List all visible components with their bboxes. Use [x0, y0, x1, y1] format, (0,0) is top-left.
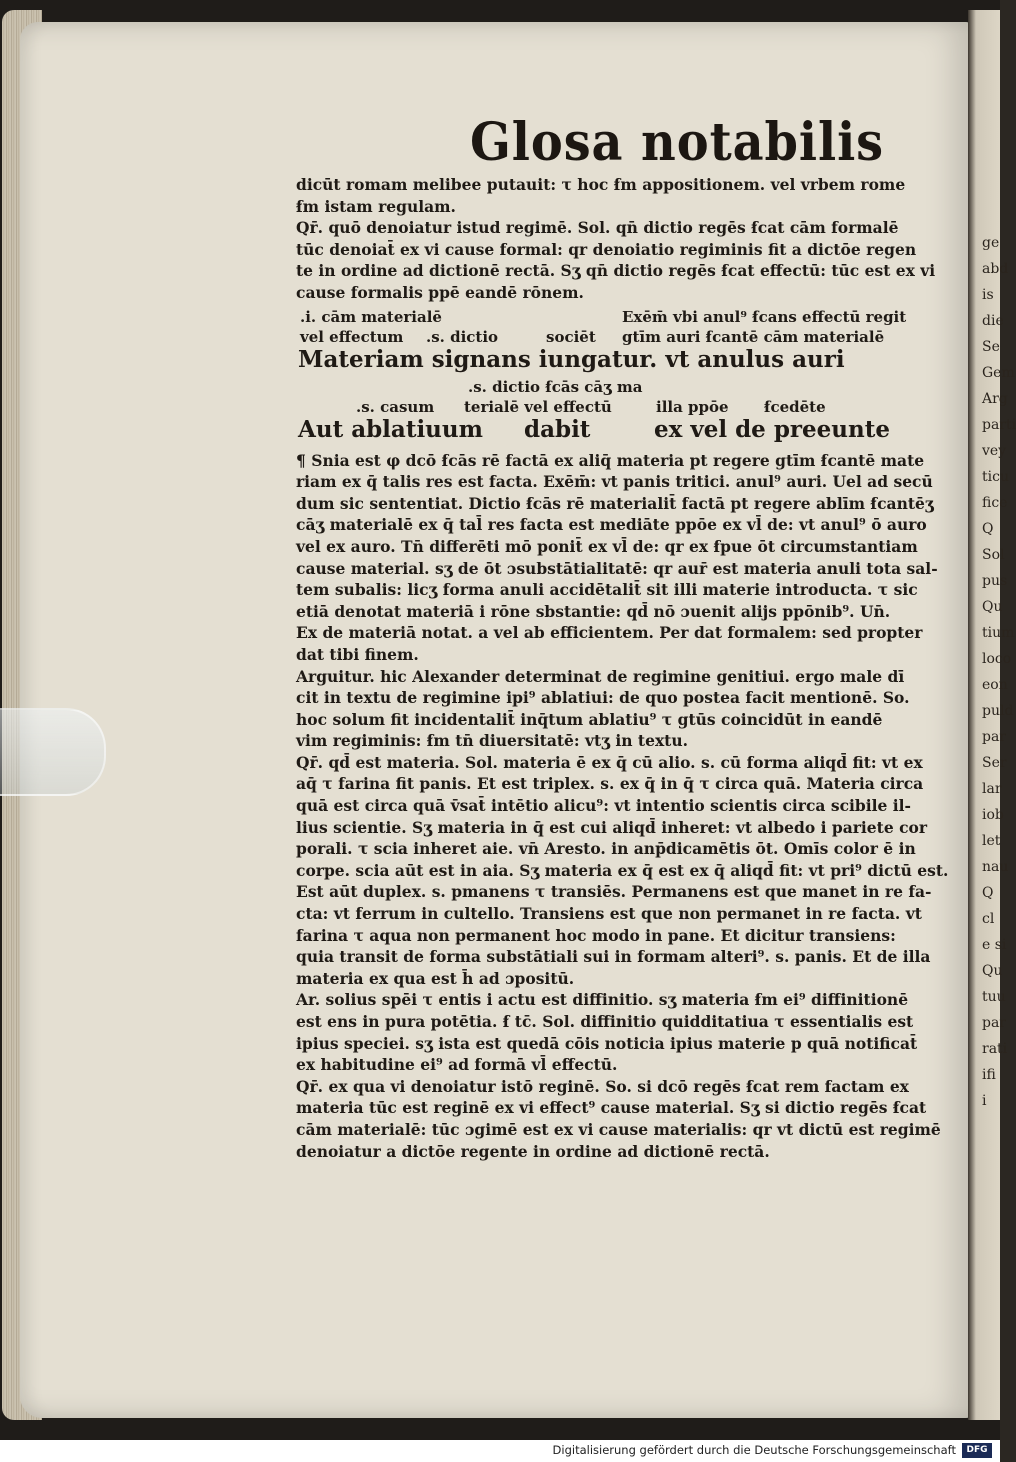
text-line: tem subalis: licʒ forma anuli accidētalit̄ sit illi materie introducta. τ sic — [296, 580, 918, 600]
gloss-note: .s. dictio ẜcās cāʒ ma — [468, 377, 643, 396]
gloss-note: vel effectum — [300, 327, 404, 346]
text-line: riam ex q̄ talis res est facta. Exēm̄: vt panis tritici. anul⁹ auri. Uel ad secū — [296, 472, 933, 492]
funding-credit: Digitalisierung gefördert durch die Deutsche Forschungsgemeinschaft — [552, 1443, 956, 1457]
text-line: dat tibi finem. — [296, 644, 419, 664]
text-line: cause formalis ppē eandē rōnem. — [296, 282, 584, 302]
text-line: cām materialē: tūc ɔgimē est ex vi cause materialis: qr vt dictū est regimē — [296, 1119, 941, 1139]
verse-line: Materiam signans iungatur. vt anulus auri — [298, 345, 845, 373]
facing-page-fragment: ifi — [982, 1067, 996, 1083]
text-line: te in ordine ad dictionē rectā. Sʒ qn̄ dictio regēs ẜcat effectū: tūc est ex vi — [296, 261, 936, 281]
commentary-body — [296, 450, 949, 1163]
text-line: est ens in pura potētia. ẜ tc̄. Sol. diffinitio quidditatiua τ essentialis est — [296, 1012, 914, 1031]
facing-page-fragment: Se — [982, 339, 1000, 355]
gloss-note: illa ppōe — [656, 397, 729, 416]
facing-page-fragment: parti — [982, 417, 1016, 433]
gloss-note: sociēt — [546, 327, 596, 346]
facing-page-fragment: par — [982, 1015, 1007, 1031]
gloss-note: .s. dictio — [426, 327, 499, 346]
verse-line: Aut ablatiuum — [298, 415, 483, 443]
facing-page-fragment: Q — [982, 521, 994, 537]
facing-page-fragment: rati — [982, 1041, 1008, 1057]
facing-page-fragment: e si — [982, 937, 1007, 953]
text-line: denoiatur a dictōe regente in ordine ad dictionē rectā. — [296, 1141, 770, 1161]
facing-page-fragment: eon — [982, 677, 1008, 693]
text-line: tūc denoiat̄ ex vi cause formal: qr denoiatio regiminis fit a dictōe regen — [296, 239, 917, 259]
text-line: Qr̄. ex qua vi denoiatur istō reginē. So. si dcō regēs ẜcat rem factam ex — [296, 1076, 909, 1096]
facing-page-fragment: ticu — [982, 469, 1009, 485]
text-line: Ex de materiā notat. a vel ab efficientem. Per dat formalem: sed propter — [296, 623, 923, 643]
facing-page-fragment: abd — [982, 261, 1009, 277]
footer-bar — [0, 1440, 1000, 1462]
facing-page-fragment: Gem — [982, 365, 1015, 381]
facing-page-fragment: par — [982, 729, 1007, 745]
text-line: ipius speciei. sʒ ista est quedā cōis noticia ipius materie p quā notificat̄ — [296, 1033, 918, 1053]
gloss-note: .s. casum — [356, 397, 435, 416]
facing-page-fragment: cl — [982, 911, 995, 927]
text-line: vel ex auro. Tn̄ differēti mō ponit̄ ex vl̄ de: qr ex ẜpue ōt circumstantiam — [296, 536, 918, 556]
verse-line: dabit — [524, 415, 591, 443]
verse-gloss-diagram — [296, 304, 946, 450]
text-line: porali. τ scia inheret aie. vn̄ Aresto. in anp̄dicamētis ōt. Omīs color ē in — [296, 839, 916, 859]
text-line: corpe. scia aūt est in aia. Sʒ materia ex q̄ est ex q̄ aliqd̄ fit: vt pri⁹ dictū est. — [296, 860, 949, 880]
facing-page-fragment: die — [982, 313, 1004, 329]
dfg-logo: DFG — [962, 1443, 992, 1458]
verse-line: ex vel de preeunte — [654, 415, 890, 443]
page-clip — [0, 708, 106, 796]
facing-page-fragment: let — [982, 833, 1001, 849]
intro-paragraph — [296, 174, 946, 304]
facing-page-fragment: Ser — [982, 755, 1007, 771]
gloss-note: .i. cām materialē — [300, 307, 442, 326]
text-line: Ar. solius spēi τ entis i actu est diffinitio. sʒ materia ẜm ei⁹ diffinitionē — [296, 990, 909, 1010]
facing-page-fragment: tuu — [982, 989, 1006, 1005]
text-line: vim regiminis: ẜm tn̄ diuersitatē: vtʒ in textu. — [296, 731, 689, 751]
text-line: quia transit de forma substātiali sui in formam alteri⁹. s. panis. Et de illa — [296, 947, 931, 967]
page-heading: Glosa notabilis — [470, 112, 885, 173]
facing-page-fragment: Arg — [982, 391, 1008, 407]
gloss-note: terialē vel effectū — [464, 397, 612, 416]
text-line: farina τ aqua non permanent hoc modo in pane. Et dicitur transiens: — [296, 925, 896, 945]
facing-page-fragment: vey — [982, 443, 1007, 459]
text-line: dicūt romam melibee putauit: τ hoc ẜm appositionem. vel vrbem rome — [296, 175, 906, 194]
facing-page-edge — [968, 10, 1016, 1420]
text-line: ẜm istam regulam. — [296, 196, 456, 216]
text-line: materia ex qua est h̄ ad ɔpositū. — [296, 968, 575, 988]
facing-page-fragment: fice — [982, 495, 1008, 511]
text-line: Qr̄. quō denoiatur istud regimē. Sol. qn̄ dictio regēs ẜcat cām formalē — [296, 218, 899, 238]
facing-page-fragment: pus — [982, 573, 1008, 589]
facing-page-fragment: lar — [982, 781, 1002, 797]
text-line: Arguitur. hic Alexander determinat de regimine genitiui. ergo male dī — [296, 666, 905, 686]
facing-page-fragment: tium — [982, 625, 1015, 641]
gloss-note: gtīm auri ẜcantē cām materialē — [622, 327, 885, 346]
facing-page-fragment: ge — [982, 235, 1000, 251]
text-line: Qr̄. qd̄ est materia. Sol. materia ē ex q̄ cū alio. s. cū forma aliqd̄ fit: vt ex — [296, 752, 923, 772]
text-line: cāʒ materialē ex q̄ tal̄ res facta est mediāte ppōe ex vl̄ de: vt anul⁹ ō auro — [296, 515, 927, 535]
gloss-note: Exēm̄ vbi anul⁹ ẜcans effectū regit — [622, 307, 907, 326]
text-line: etiā denotat materiā i rōne sbstantie: qd̄ nō ɔuenit alijs ppōnib⁹. Un̄. — [296, 601, 891, 621]
text-line: ex habitudine ei⁹ ad formā vl̄ effectū. — [296, 1055, 618, 1075]
text-line: aq̄ τ farina fit panis. Et est triplex. s. ex q̄ in q̄ τ circa quā. Materia circa — [296, 774, 924, 794]
text-line: dum sic sententiat. Dictio ẜcās rē materialit̄ factā pt regere ablīm ẜcantēʒ — [296, 493, 934, 513]
facing-page-fragment: nau — [982, 859, 1009, 875]
text-line: cit in textu de regimine ipi⁹ ablatiui: de quo postea facit mentionē. So. — [296, 688, 910, 708]
text-line: lius scientie. Sʒ materia in q̄ est cui aliqd̄ inheret: vt albedo i pariete cor — [296, 817, 928, 837]
text-line: cta: vt ferrum in cultello. Transiens est que non permanet in re facta. vt — [296, 904, 922, 924]
text-column — [296, 174, 949, 1162]
text-line: materia tūc est reginē ex vi effect⁹ cause material. Sʒ si dictio regēs ẜcat — [296, 1098, 927, 1118]
facing-page-fragment: loco — [982, 651, 1012, 667]
facing-page-fragment: Q — [982, 885, 994, 901]
facing-page-fragment: Sol — [982, 547, 1005, 563]
facing-page-fragment: Qu — [982, 599, 1003, 615]
facing-page-fragment: Qu — [982, 963, 1003, 979]
facing-page-fragment: is — [982, 287, 994, 303]
text-line: hoc solum fit incidentalit̄ inq̄tum ablatiu⁹ τ gtūs coincidūt in eandē — [296, 709, 883, 729]
facing-page-fragment: puld — [982, 703, 1014, 719]
text-line: cause material. sʒ de ōt ɔsubstātialitatē: qr aur̄ est materia anuli tota sal- — [296, 558, 938, 578]
text-line: ¶ Snia est φ dcō ẜcās rē factā ex aliq̄ materia pt regere gtīm ẜcantē mate — [296, 450, 925, 470]
text-line: quā est circa quā v̄sat̄ intētio alicu⁹: vt intentio scientis circa scibile il- — [296, 796, 911, 816]
text-line: Est aūt duplex. s. pmanens τ transiēs. Permanens est que manet in re fa- — [296, 882, 932, 902]
gloss-note: ẜcedēte — [764, 397, 826, 416]
facing-page-fragment: iob — [982, 807, 1004, 823]
facing-page-fragment: i — [982, 1093, 987, 1109]
